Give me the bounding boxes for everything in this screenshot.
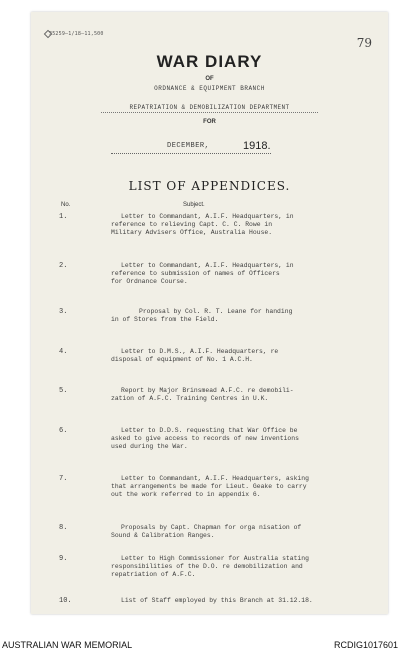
list-item (31, 524, 388, 544)
item-number: 5. (59, 387, 68, 395)
item-text-line: Proposals by Capt. Chapman for orga nisation of (121, 524, 302, 531)
item-text-line: used during the War. (111, 443, 188, 450)
item-text-line: Letter to D.M.S., A.I.F. Headquarters, re (121, 348, 279, 355)
column-header-no: No. (61, 202, 71, 208)
item-text-line: disposal of equipment of No. 1 A.C.H. (111, 356, 253, 363)
item-number: 3. (59, 308, 68, 316)
item-number: 7. (59, 475, 68, 483)
item-number: 9. (59, 555, 68, 563)
list-item (31, 387, 388, 407)
of-label: OF (205, 76, 214, 82)
item-text-line: reference to relieving Capt. C. C. Rowe in (111, 221, 273, 228)
form-stamp: 35259—1/18—11,500 (49, 31, 104, 37)
item-text-line: in of Stores from the Field. (111, 316, 219, 323)
list-item (31, 427, 388, 450)
list-item (31, 213, 388, 236)
item-text-line: zation of A.F.C. Training Centres in U.K. (111, 395, 269, 402)
diary-month: DECEMBER, (167, 142, 210, 150)
list-item (31, 475, 388, 498)
item-text-line: responsibilities of the D.O. re demobilization and (111, 563, 303, 570)
item-text-line: Sound & Calibration Ranges. (111, 532, 215, 539)
item-text-line: Letter to Commandant, A.I.F. Headquarters, in (121, 213, 294, 220)
item-text-line: out the work referred to in appendix 6. (111, 491, 261, 498)
department-rule (101, 112, 318, 113)
item-number: 10. (59, 597, 72, 605)
item-text-line: List of Staff employed by this Branch at 31.12.18. (121, 597, 313, 604)
list-item (31, 597, 388, 617)
column-header-subject: Subject. (183, 202, 205, 208)
item-text-line: Letter to High Commissioner for Australia stating (121, 555, 309, 562)
for-label: FOR (203, 119, 216, 125)
department-name: REPATRIATION & DEMOBILIZATION DEPARTMENT (129, 104, 290, 111)
item-text-line: Letter to D.D.S. requesting that War Office be (121, 427, 298, 434)
item-number: 8. (59, 524, 68, 532)
page-title: WAR DIARY (156, 52, 263, 71)
item-number: 2. (59, 262, 68, 270)
page-number: 79 (356, 36, 372, 50)
item-text-line: repatriation of A.F.C. (111, 571, 196, 578)
list-item (31, 348, 388, 368)
item-text-line: Report by Major Brinsmead A.F.C. re demobili- (121, 387, 294, 394)
item-text-line: that arrangements be made for Lieut. Geake to carry (111, 483, 307, 490)
archive-credit: AUSTRALIAN WAR MEMORIAL (2, 640, 133, 650)
diary-page (31, 12, 388, 614)
item-text-line: asked to give access to records of new inventions (111, 435, 299, 442)
appendices-heading: LIST OF APPENDICES. (128, 179, 291, 193)
item-text-line: Proposal by Col. R. T. Leane for handing (139, 308, 293, 315)
branch-name: ORDNANCE & EQUIPMENT BRANCH (154, 85, 265, 92)
item-number: 1. (59, 213, 68, 221)
item-text-line: for Ordnance Course. (111, 278, 188, 285)
date-rule (111, 153, 271, 154)
item-text-line: Letter to Commandant, A.I.F. Headquarters, in (121, 262, 294, 269)
diary-year: 1918. (243, 140, 271, 152)
item-text-line: Letter to Commandant, A.I.F. Headquarters, asking (121, 475, 309, 482)
record-id: RCDIG1017601 (333, 640, 398, 650)
item-number: 6. (59, 427, 68, 435)
item-text-line: reference to submission of names of Officers (111, 270, 280, 277)
item-number: 4. (59, 348, 68, 356)
list-item (31, 555, 388, 578)
list-item (31, 262, 388, 285)
list-item (31, 308, 388, 328)
item-text-line: Military Advisers Office, Australia House. (111, 229, 273, 236)
